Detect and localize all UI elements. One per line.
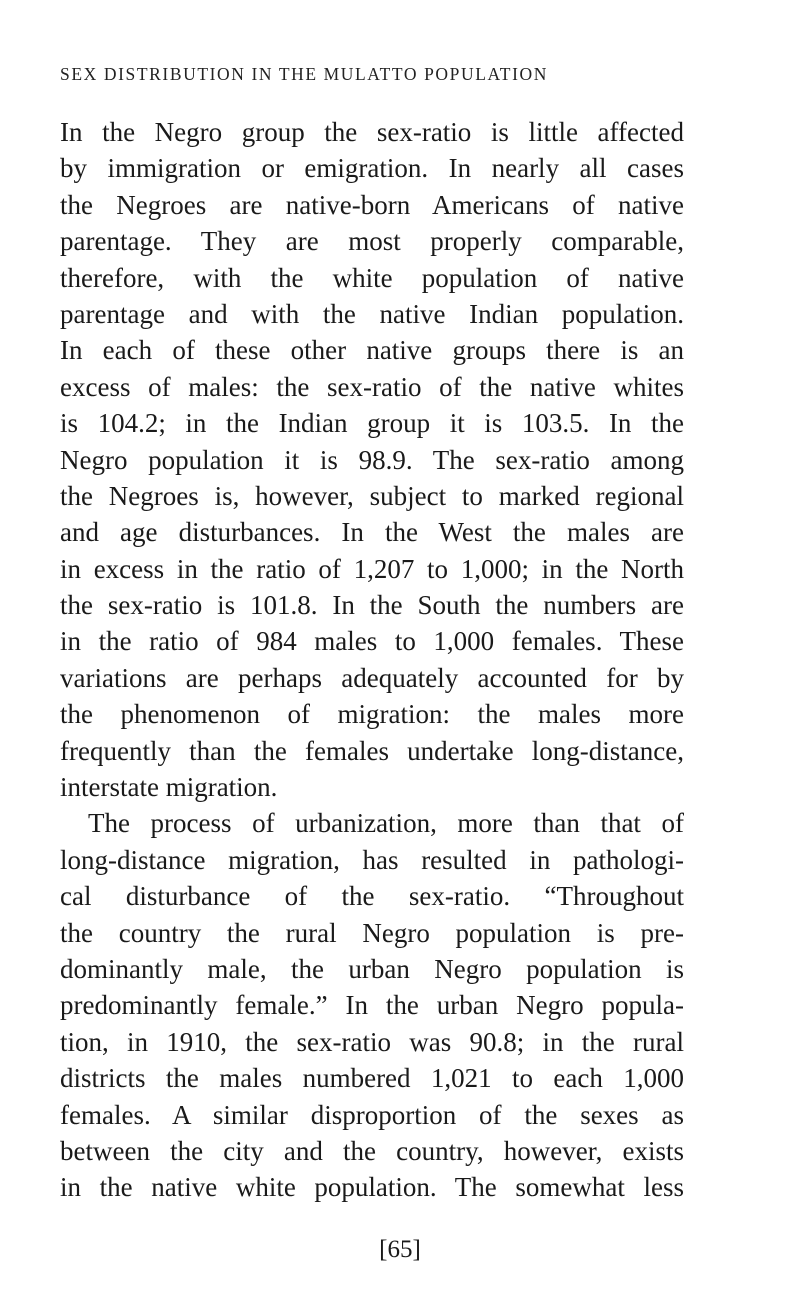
text-line: therefore, with the white population of native [60, 262, 684, 293]
text-line: females. A similar disproportion of the sexes as [60, 1099, 684, 1130]
text-line: predominantly female.” In the urban Negro popula- [60, 990, 684, 1021]
text-line: cal disturbance of the sex-ratio. “Throughout [60, 881, 684, 912]
text-line: districts the males numbered 1,021 to each 1,000 [60, 1063, 684, 1094]
text-line: the phenomenon of migration: the males more [60, 699, 684, 730]
running-head: SEX DISTRIBUTION IN THE MULATTO POPULATION [60, 64, 549, 84]
text-line: long-distance migration, has resulted in pathologi- [60, 844, 684, 875]
text-line: Negro population it is 98.9. The sex-ratio among [60, 444, 684, 475]
text-line: in the ratio of 984 males to 1,000 females. These [60, 626, 684, 657]
text-line: interstate migration. [60, 772, 278, 803]
text-line: In each of these other native groups there is an [60, 335, 684, 366]
text-line: parentage and with the native Indian population. [60, 298, 684, 329]
text-line: in excess in the ratio of 1,207 to 1,000; in the North [60, 553, 684, 584]
text-line: in the native white population. The somewhat less [60, 1172, 684, 1203]
text-line: the Negroes is, however, subject to marked regional [60, 480, 684, 511]
text-line: is 104.2; in the Indian group it is 103.5. In the [60, 408, 684, 439]
text-line: tion, in 1910, the sex-ratio was 90.8; in the rural [60, 1026, 684, 1057]
text-line: by immigration or emigration. In nearly all cases [60, 153, 684, 184]
text-line: the sex-ratio is 101.8. In the South the numbers are [60, 590, 684, 621]
text-line: parentage. They are most properly comparable, [60, 226, 684, 257]
text-line: dominantly male, the urban Negro population is [60, 953, 684, 984]
page-number: [65] [379, 1236, 421, 1263]
text-line: the Negroes are native-born Americans of native [60, 189, 684, 220]
text-line: variations are perhaps adequately accounted for by [60, 662, 684, 693]
body-text [60, 114, 684, 1206]
text-line: In the Negro group the sex-ratio is little affected [60, 117, 684, 147]
text-line: excess of males: the sex-ratio of the native whites [60, 371, 684, 402]
text-line: the country the rural Negro population is pre- [60, 917, 684, 948]
text-line: between the city and the country, however, exists [60, 1135, 684, 1166]
text-line: frequently than the females undertake long-distance, [60, 735, 684, 766]
text-line: The process of urbanization, more than that of [88, 808, 684, 839]
text-line: and age disturbances. In the West the males are [60, 517, 684, 548]
